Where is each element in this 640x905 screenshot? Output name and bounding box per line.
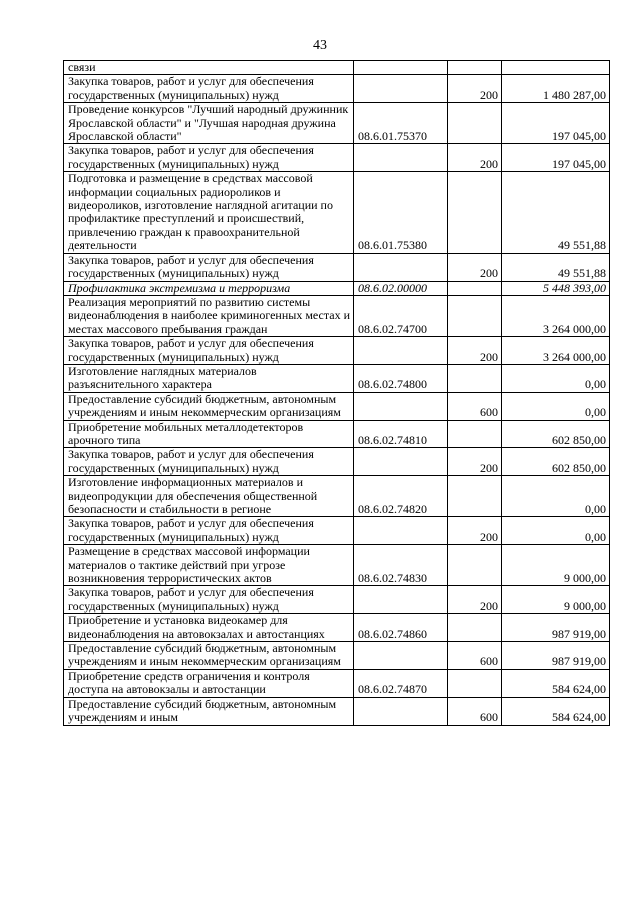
cell-name: Приобретение мобильных металлодетекторов арочного типа xyxy=(64,420,354,448)
table-row xyxy=(64,420,610,448)
table-row xyxy=(64,172,610,253)
cell-sum: 602 850,00 xyxy=(502,448,610,476)
table-row xyxy=(64,545,610,586)
cell-name: Закупка товаров, работ и услуг для обеспечения государственных (муниципальных) нужд xyxy=(64,253,354,281)
cell-expense-type xyxy=(448,295,502,336)
cell-expense-type: 600 xyxy=(448,697,502,725)
table-row xyxy=(64,281,610,295)
cell-sum: 49 551,88 xyxy=(502,172,610,253)
cell-expense-type: 200 xyxy=(448,75,502,103)
table-row xyxy=(64,253,610,281)
cell-sum xyxy=(502,61,610,75)
page-number: 43 xyxy=(313,38,327,53)
cell-expense-type xyxy=(448,545,502,586)
cell-name: Реализация мероприятий по развитию системы видеонаблюдения в наиболее криминогенных местах и местах массового пребывания граждан xyxy=(64,295,354,336)
cell-sum: 987 919,00 xyxy=(502,614,610,642)
table-row xyxy=(64,669,610,697)
cell-code xyxy=(354,392,448,420)
cell-name: Закупка товаров, работ и услуг для обеспечения государственных (муниципальных) нужд xyxy=(64,337,354,365)
table-row xyxy=(64,614,610,642)
cell-sum: 9 000,00 xyxy=(502,545,610,586)
cell-code xyxy=(354,697,448,725)
cell-name: Приобретение средств ограничения и контроля доступа на автовокзалы и автостанции xyxy=(64,669,354,697)
cell-expense-type xyxy=(448,476,502,517)
cell-code: 08.6.02.74700 xyxy=(354,295,448,336)
cell-expense-type: 200 xyxy=(448,517,502,545)
cell-expense-type xyxy=(448,281,502,295)
cell-name: Закупка товаров, работ и услуг для обеспечения государственных (муниципальных) нужд xyxy=(64,144,354,172)
table-row xyxy=(64,295,610,336)
cell-sum: 49 551,88 xyxy=(502,253,610,281)
cell-name: связи xyxy=(64,61,354,75)
cell-code: 08.6.02.74810 xyxy=(354,420,448,448)
cell-code xyxy=(354,75,448,103)
cell-expense-type xyxy=(448,364,502,392)
table-row xyxy=(64,586,610,614)
table-row xyxy=(64,75,610,103)
cell-name: Приобретение и установка видеокамер для видеонаблюдения на автовокзалах и автостанциях xyxy=(64,614,354,642)
cell-name: Подготовка и размещение в средствах массовой информации социальных радиороликов и видеороликов, изготовление наглядной агитации по профилактике преступлений и происшествий, привлечению граждан к правоохранительной деятельности xyxy=(64,172,354,253)
cell-code: 08.6.01.75370 xyxy=(354,103,448,144)
cell-name: Закупка товаров, работ и услуг для обеспечения государственных (муниципальных) нужд xyxy=(64,75,354,103)
cell-sum: 602 850,00 xyxy=(502,420,610,448)
cell-code xyxy=(354,337,448,365)
cell-name: Предоставление субсидий бюджетным, автономным учреждениям и иным некоммерческим организациям xyxy=(64,392,354,420)
cell-sum: 3 264 000,00 xyxy=(502,337,610,365)
cell-sum: 987 919,00 xyxy=(502,642,610,670)
cell-code: 08.6.02.74860 xyxy=(354,614,448,642)
cell-sum: 1 480 287,00 xyxy=(502,75,610,103)
table-row xyxy=(64,642,610,670)
cell-sum: 197 045,00 xyxy=(502,103,610,144)
cell-sum: 197 045,00 xyxy=(502,144,610,172)
cell-sum: 5 448 393,00 xyxy=(502,281,610,295)
table-row xyxy=(64,103,610,144)
cell-code: 08.6.02.74830 xyxy=(354,545,448,586)
cell-code: 08.6.02.74820 xyxy=(354,476,448,517)
table-body xyxy=(64,61,610,726)
cell-sum: 0,00 xyxy=(502,392,610,420)
cell-sum: 0,00 xyxy=(502,476,610,517)
cell-expense-type: 200 xyxy=(448,448,502,476)
cell-sum: 9 000,00 xyxy=(502,586,610,614)
cell-sum: 0,00 xyxy=(502,364,610,392)
cell-sum: 3 264 000,00 xyxy=(502,295,610,336)
cell-code xyxy=(354,448,448,476)
table-row xyxy=(64,697,610,725)
cell-expense-type: 600 xyxy=(448,392,502,420)
cell-name: Изготовление информационных материалов и видеопродукции для обеспечения общественной безопасности и стабильности в регионе xyxy=(64,476,354,517)
cell-sum: 584 624,00 xyxy=(502,697,610,725)
cell-code xyxy=(354,517,448,545)
cell-code xyxy=(354,253,448,281)
table-row xyxy=(64,61,610,75)
cell-expense-type: 600 xyxy=(448,642,502,670)
cell-code: 08.6.02.74870 xyxy=(354,669,448,697)
cell-expense-type xyxy=(448,614,502,642)
cell-code: 08.6.02.74800 xyxy=(354,364,448,392)
cell-name: Предоставление субсидий бюджетным, автономным учреждениям и иным xyxy=(64,697,354,725)
cell-code: 08.6.01.75380 xyxy=(354,172,448,253)
cell-name: Закупка товаров, работ и услуг для обеспечения государственных (муниципальных) нужд xyxy=(64,448,354,476)
cell-expense-type xyxy=(448,172,502,253)
table-row xyxy=(64,337,610,365)
cell-name: Проведение конкурсов "Лучший народный дружинник Ярославской области" и "Лучшая народная дружина Ярославской области" xyxy=(64,103,354,144)
cell-expense-type xyxy=(448,669,502,697)
cell-name: Закупка товаров, работ и услуг для обеспечения государственных (муниципальных) нужд xyxy=(64,517,354,545)
cell-expense-type: 200 xyxy=(448,253,502,281)
cell-code: 08.6.02.00000 xyxy=(354,281,448,295)
budget-table xyxy=(63,60,610,726)
cell-code xyxy=(354,61,448,75)
cell-expense-type: 200 xyxy=(448,337,502,365)
cell-expense-type xyxy=(448,61,502,75)
table-row xyxy=(64,392,610,420)
cell-sum: 584 624,00 xyxy=(502,669,610,697)
cell-code xyxy=(354,144,448,172)
cell-sum: 0,00 xyxy=(502,517,610,545)
table-row xyxy=(64,448,610,476)
cell-code xyxy=(354,642,448,670)
cell-name: Размещение в средствах массовой информации материалов о тактике действий при угрозе возникновения террористических актов xyxy=(64,545,354,586)
table-row xyxy=(64,144,610,172)
cell-name: Закупка товаров, работ и услуг для обеспечения государственных (муниципальных) нужд xyxy=(64,586,354,614)
table-row xyxy=(64,517,610,545)
table-row xyxy=(64,476,610,517)
cell-expense-type: 200 xyxy=(448,144,502,172)
table-row xyxy=(64,364,610,392)
cell-name: Предоставление субсидий бюджетным, автономным учреждениям и иным некоммерческим организациям xyxy=(64,642,354,670)
cell-expense-type: 200 xyxy=(448,586,502,614)
cell-expense-type xyxy=(448,103,502,144)
cell-code xyxy=(354,586,448,614)
cell-name: Изготовление наглядных материалов разъяснительного характера xyxy=(64,364,354,392)
cell-expense-type xyxy=(448,420,502,448)
cell-name: Профилактика экстремизма и терроризма xyxy=(64,281,354,295)
